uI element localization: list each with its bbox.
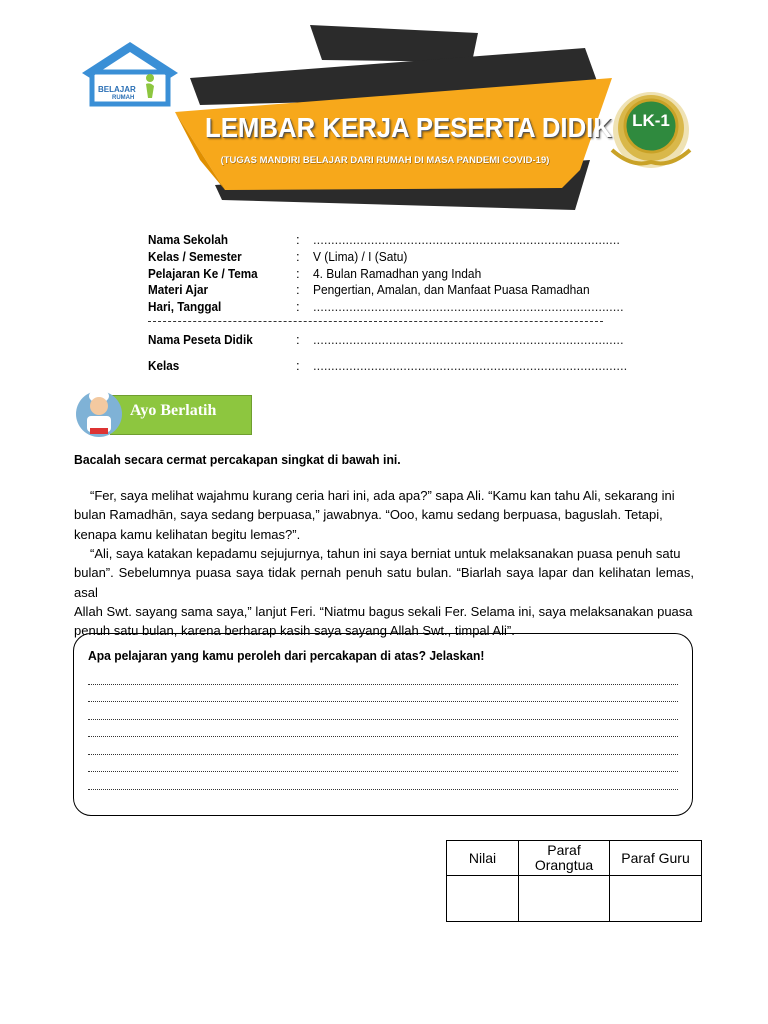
page-subtitle: (TUGAS MANDIRI BELAJAR DARI RUMAH DI MASA PANDEMI COVID-19) [220, 155, 550, 166]
dialogue-paragraph-1 [74, 486, 694, 544]
info-label: Kelas / Semester [148, 249, 242, 264]
info-colon: : [296, 232, 300, 247]
score-cell-nilai[interactable] [447, 876, 519, 922]
score-cell-teacher-sign[interactable] [610, 876, 702, 922]
info-value-blank[interactable]: ....................................................................................... [313, 358, 628, 373]
info-divider [148, 321, 603, 322]
paragraph-line: penuh satu bulan, karena berharap kasih saya sayang Allah Swt., timpal Ali”. [74, 623, 515, 639]
info-label: Nama Sekolah [148, 232, 228, 247]
score-header-parent-sign: Paraf Orangtua [519, 841, 610, 876]
student-reading-icon [74, 384, 124, 440]
lk-badge-label: LK-1 [632, 111, 670, 130]
info-label: Materi Ajar [148, 282, 209, 297]
answer-line[interactable] [88, 719, 678, 720]
info-label: Nama Peseta Didik [148, 332, 253, 347]
info-value: V (Lima) / I (Satu) [313, 249, 408, 264]
score-header-nilai: Nilai [447, 841, 519, 876]
answer-line[interactable] [88, 701, 678, 702]
answer-line[interactable] [88, 771, 678, 772]
info-label: Hari, Tanggal [148, 299, 222, 314]
score-table [446, 840, 702, 922]
answer-line[interactable] [88, 789, 678, 790]
paragraph-line: bulan”. Sebelumnya puasa saya tidak pernah penuh satu bulan. “Biarlah saya lapar dan kelihatan lemas, asal [74, 565, 694, 600]
paragraph-line: Allah Swt. sayang sama saya,” lanjut Feri. “Niatmu bagus sekali Fer. Selama ini, saya melaksanakan puasa [74, 603, 693, 619]
score-cell-parent-sign[interactable] [519, 876, 610, 922]
logo-text: BELAJAR [98, 85, 136, 94]
paragraph-line: “Ali, saya katakan kepadamu sejujurnya, tahun ini saya berniat untuk melaksanakan puasa penuh satu [90, 546, 681, 561]
info-value: Pengertian, Amalan, dan Manfaat Puasa Ramadhan [313, 282, 590, 297]
answer-line[interactable] [88, 736, 678, 737]
info-colon: : [296, 266, 300, 281]
info-value-blank[interactable]: ..................................................................................... [313, 232, 621, 247]
info-label: Kelas [148, 358, 180, 373]
info-colon: : [296, 282, 300, 297]
paragraph-line: kenapa kamu kelihatan begitu lemas?”. [74, 526, 301, 542]
score-header-teacher-sign: Paraf Guru [610, 841, 702, 876]
info-value-blank[interactable]: ...................................................................................... [313, 299, 624, 314]
page-title: LEMBAR KERJA PESERTA DIDIK [205, 112, 612, 143]
info-value: 4. Bulan Ramadhan yang Indah [313, 266, 482, 281]
info-value-blank[interactable]: ...................................................................................... [313, 332, 624, 347]
dialogue-paragraph-2 [74, 544, 694, 640]
info-colon: : [296, 249, 300, 264]
info-colon: : [296, 332, 300, 347]
info-colon: : [296, 358, 300, 373]
paragraph-line: bulan Ramadhān, saya sedang berpuasa,” jawabnya. “Ooo, kamu sedang berpuasa, baguslah. Tetapi, [74, 507, 663, 523]
activity-label: Ayo Berlatih [130, 402, 217, 419]
info-colon: : [296, 299, 300, 314]
paragraph-line: “Fer, saya melihat wajahmu kurang ceria hari ini, ada apa?” sapa Ali. “Kamu kan tahu Ali, sekarang ini [90, 488, 675, 503]
answer-line[interactable] [88, 684, 678, 685]
info-label: Pelajaran Ke / Tema [148, 266, 258, 281]
instruction: Bacalah secara cermat percakapan singkat di bawah ini. [74, 452, 401, 467]
logo-subtext: RUMAH [112, 95, 135, 101]
answer-line[interactable] [88, 754, 678, 755]
question-text: Apa pelajaran yang kamu peroleh dari percakapan di atas? Jelaskan! [88, 648, 485, 663]
